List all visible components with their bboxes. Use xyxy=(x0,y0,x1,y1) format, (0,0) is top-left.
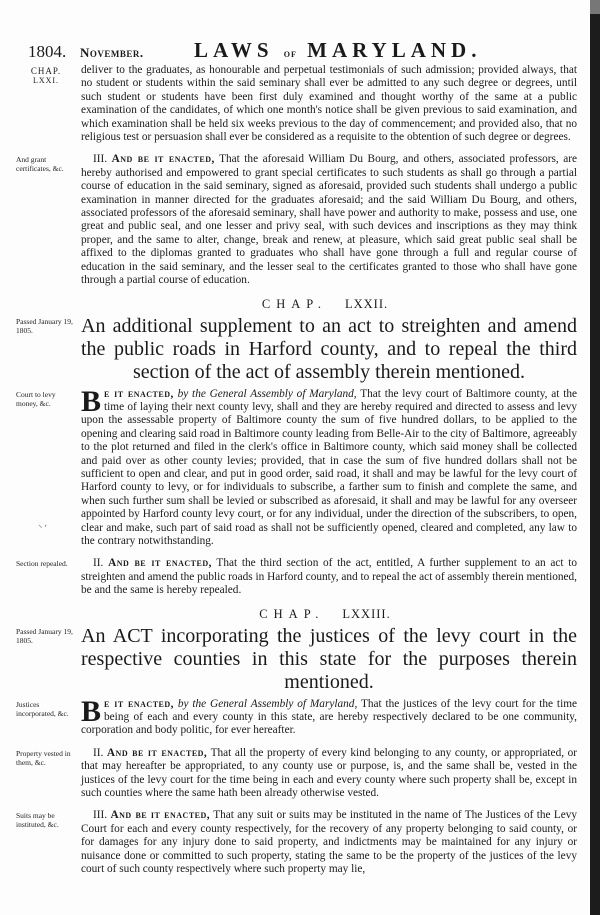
running-head-month: November. xyxy=(80,45,144,60)
enacting-clause: e it enacted, xyxy=(104,387,174,400)
chap-lxxiii-section-1 xyxy=(81,694,578,738)
chap-number: LXXII. xyxy=(344,296,389,311)
section-text: That any suit or suits may be instituted in the name of The Justices of the Levy Court for each and every county respectively, for the recovery of any property belonging to said county, or for damages for any injury done to said property, and indictments may be maintained for any injury or nuisance done or committed to such property, stating the same to be the property of the justices of the levy court of such county respectively where such property may lie, xyxy=(81,809,578,876)
chap-lxxi-section-3 xyxy=(81,153,577,287)
chap-lxxiii-section-3-row xyxy=(0,809,590,876)
scan-edge xyxy=(590,0,600,915)
title-laws: LAWS xyxy=(194,38,274,62)
running-head xyxy=(0,38,590,62)
chap-lxxiii-heading xyxy=(0,607,590,622)
section-numeral: II. xyxy=(93,746,104,759)
chap-lxxi-paragraph: deliver to the graduates, as honourable and perpetual testimonials of such admission; provided always, that no student or students within the said seminary shall ever be admitted to any such degree or degrees, until such student or students have been first duly examined and thought worthy of the same at a public examination of the candidates, of which one month's notice shall be given previous to said examination, and which examination shall be held six weeks previous to the day of commencement; and provided also, that no religious test or persuasion shall ever be considered as a requisite to the obtention of such degree or degrees. xyxy=(81,64,577,144)
chap-lxxi-continuation xyxy=(0,64,590,144)
chap-label: CHAP. xyxy=(259,606,325,621)
margin-note-justices-incorporated: Justices incorporated, &c. xyxy=(16,699,69,718)
section-numeral: III. xyxy=(93,153,108,166)
section-text: That the third section of the act, entitled, A further supplement to an act to streighten and amend the public roads in Harford county, and to repeal the act of assembly therein mentioned, be and the same is hereby repealed. xyxy=(81,557,578,597)
section-text: That all the property of every kind belonging to any county, or appropriated, or that may hereafter be appropriated, to any county use or purpose, is, and the same shall be, vested in the justices of the levy court for the time being in each and every county where such property shall be, except in such counties where the same hath been already otherwise vested. xyxy=(81,746,577,800)
passed-note-lxxiii: Passed January 19, 1805. xyxy=(16,626,73,645)
chap-lxxii-title-row xyxy=(0,315,590,384)
margin-note-property-vested: Property vested in them, &c. xyxy=(16,748,71,767)
chap-lxxi-margin xyxy=(16,64,76,86)
chap-lxxii-title: An additional supplement to an act to streighten and amend the public roads in Harford county, and to repeal the third section of the act of assembly therein mentioned. xyxy=(81,314,577,383)
enacting-clause: And be it enacted, xyxy=(110,809,211,822)
chap-lxxii-section-2 xyxy=(81,557,577,597)
assembly-phrase: by the General Assembly of Maryland, xyxy=(177,387,357,400)
drop-cap: B xyxy=(81,384,102,418)
running-head-year: 1804. xyxy=(28,42,67,61)
chap-number: LXXIII. xyxy=(342,606,391,621)
section-numeral: III. xyxy=(93,809,108,822)
chap-lxxiii-section-1-row xyxy=(0,694,590,738)
section-text: That the levy court of Baltimore county, at the time of laying their next county levy, shall and they are hereby required and directed to assess and levy upon the assessable property of Baltimore county the sum of five hundred dollars, to be applied to the opening and clearing said road in Baltimore county leading from Belle-Air to the city of Baltimore, agreeably to the plot returned and filed in the clerk's office in Baltimore county, which said money shall be collected and paid over as other county levies; provided, that in case the sum of five hundred dollars shall not be sufficient to open and clear, and put in good order, said road, it shall and may be lawful for the levy court of Harford county to levy, or for individuals to subscribe, a farther sum to finish and complete the same, and when such further sum shall be levied or subscribed as aforesaid, it shall and may be lawful for any overseer appointed by Harford county levy court, or for any individual, under the direction of the subscribers, to open, clear and make, such part of said road as shall not be sufficiently opened, cleared and completed, any law to the contrary notwithstanding. xyxy=(81,387,578,547)
chap-lxxii-section-1-row xyxy=(0,384,590,549)
chap-lxxii-heading xyxy=(0,297,590,312)
scan-edge-top xyxy=(590,0,600,14)
chap-lxxii-section-2-row xyxy=(0,557,590,597)
section-text: That the aforesaid William Du Bourg, and others, associated professors, are hereby authorised and empowered to grant special certificates to such students as shall go through a partial course of education in the said seminary, signed as aforesaid, provided such students shall undergo a public examination in manner directed for the graduates aforesaid; and the said William Du Bourg, and others, associated professors of the aforesaid seminary, shall have power and authority to make, possess and use, one great and public seal, and one lesser and privy seal, with such devices and inscriptions as they may think proper, and the same to alter, change, break and renew, at pleasure, which said great public seal shall be affixed to the diplomas granted to graduates who shall have gone through a full and regular course of education in the said seminary, and the lesser seal to the certificates granted to those who shall have gone through a partial course of education. xyxy=(81,153,578,287)
chap-lxxiii-section-2-row xyxy=(0,747,590,801)
margin-note-section-repealed: Section repealed. xyxy=(16,559,68,569)
enacting-clause: And be it enacted, xyxy=(106,746,208,759)
chap-lxxiii-section-3 xyxy=(81,809,577,876)
margin-note-court-to-levy: Court to levy money, &c. xyxy=(16,389,56,408)
title-maryland: MARYLAND. xyxy=(307,38,482,62)
chap-lxxiii-title: An ACT incorporating the justices of the levy court in the respective counties in this state for the purposes therein mentioned. xyxy=(81,624,577,693)
section-text: That the justices of the levy court for the time being of each and every county in this state, are hereby respectively declared to be one community, corporation and body politic, for ever hereafter. xyxy=(81,697,578,737)
chap-label: CHAP. xyxy=(261,296,327,311)
chap-lxxiii-section-2 xyxy=(81,747,577,801)
margin-note-suits-instituted: Suits may be instituted, &c. xyxy=(16,811,59,830)
enacting-clause: And be it enacted, xyxy=(108,557,212,570)
running-head-title xyxy=(194,38,481,63)
section-numeral: II. xyxy=(93,557,104,570)
scan-mark: ⸌ ʹ xyxy=(38,523,47,534)
chap-lxxi-label: CHAP. xyxy=(30,66,62,76)
margin-note-grant-certificates: And grant certificates, &c. xyxy=(16,155,64,174)
assembly-phrase: by the General Assembly of Maryland, xyxy=(177,697,358,710)
title-of: of xyxy=(283,48,297,60)
chap-lxxii-section-1 xyxy=(81,384,578,549)
enacting-clause: e it enacted, xyxy=(104,697,174,710)
enacting-clause: And be it enacted, xyxy=(111,153,215,166)
chap-lxxi-section-3-row xyxy=(0,153,590,287)
chap-lxxi-number: LXXI. xyxy=(32,76,60,85)
chap-lxxiii-title-row xyxy=(0,625,590,694)
passed-note-lxxii: Passed January 19, 1805. xyxy=(16,316,73,335)
drop-cap: B xyxy=(81,694,102,728)
